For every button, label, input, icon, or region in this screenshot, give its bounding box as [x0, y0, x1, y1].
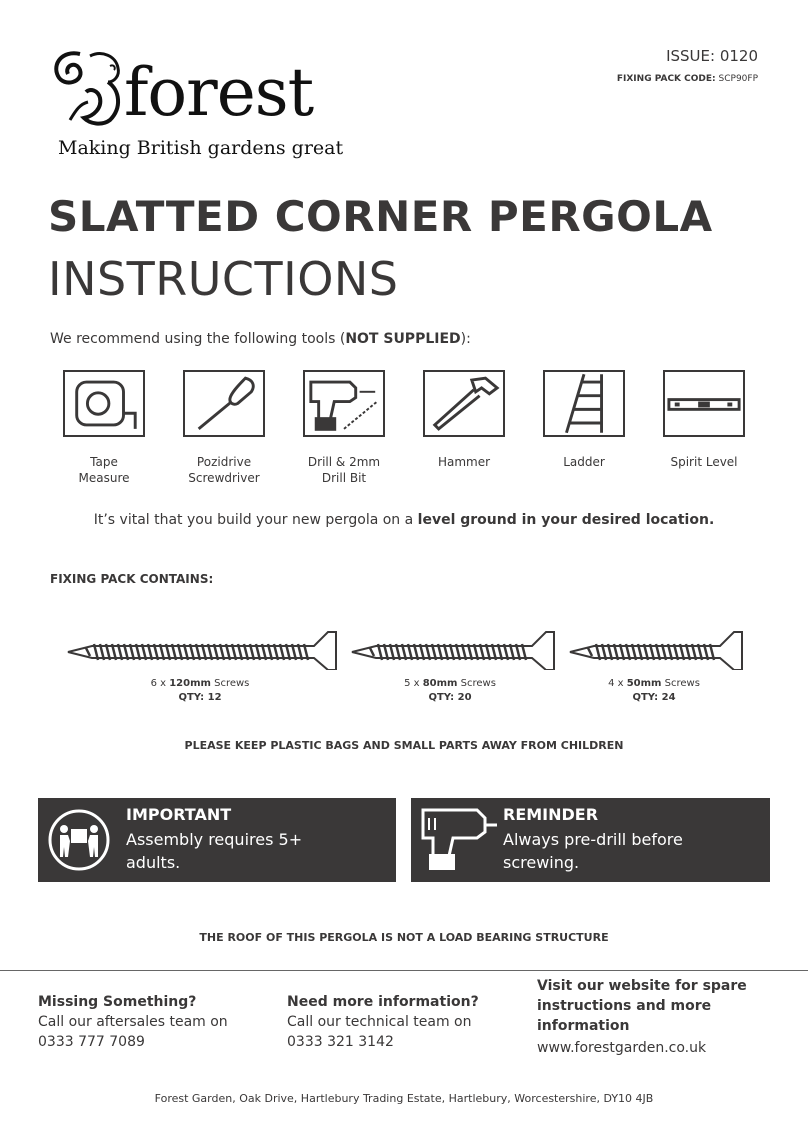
- screw-120mm-icon: [66, 630, 338, 670]
- screw-unit: Screws: [210, 678, 250, 689]
- screw-count: 6 x: [150, 678, 170, 689]
- reminder-line2: screwing.: [503, 853, 580, 872]
- important-banner: [38, 798, 396, 882]
- tool-hammer: [404, 370, 524, 470]
- screw-80mm-label: [370, 677, 530, 705]
- screw-120mm-label: [120, 677, 280, 705]
- footer-website: [537, 976, 747, 1058]
- screwdriver-icon: [185, 372, 263, 435]
- footer-website-line3: information: [537, 1018, 630, 1034]
- tool-label: Drill & 2mm Drill Bit: [307, 455, 381, 485]
- tools-intro: [50, 331, 471, 347]
- page-title: SLATTED CORNER PERGOLA: [48, 192, 713, 241]
- screw-size: 120mm: [169, 678, 211, 689]
- child-safety-warning: PLEASE KEEP PLASTIC BAGS AND SMALL PARTS AWAY FROM CHILDREN: [184, 739, 624, 752]
- footer-missing: [38, 992, 228, 1052]
- tool-screwdriver: [164, 370, 284, 486]
- reminder-text: [503, 828, 683, 874]
- two-people-carrying-icon: [46, 807, 112, 873]
- website-link[interactable]: www.forestgarden.co.uk: [537, 1040, 707, 1056]
- ladder-icon: [545, 372, 623, 435]
- tools-intro-bold: NOT SUPPLIED: [345, 331, 461, 347]
- screw-80mm-icon: [350, 630, 556, 670]
- tool-label: Spirit Level: [670, 455, 738, 469]
- footer-info-text: Call our technical team on: [287, 1014, 472, 1030]
- fixing-pack-code: [617, 74, 758, 84]
- tool-ladder: [524, 370, 644, 470]
- tool-label: Ladder: [563, 455, 605, 469]
- hammer-icon: [425, 372, 503, 435]
- drill-icon: [305, 372, 383, 435]
- footer-missing-text: Call our aftersales team on: [38, 1014, 228, 1030]
- reminder-title: REMINDER: [503, 805, 599, 824]
- vital-bold: level ground in your desired location.: [417, 512, 715, 528]
- spirit-level-icon: [665, 372, 743, 435]
- important-title: IMPORTANT: [126, 805, 232, 824]
- footer-info-heading: Need more information?: [287, 994, 479, 1010]
- level-ground-notice: [0, 512, 808, 528]
- pack-code-value: SCP90FP: [718, 74, 758, 84]
- tool-label: Hammer: [437, 455, 491, 469]
- footer-divider: [0, 970, 808, 971]
- tool-drill: [284, 370, 404, 486]
- screw-count: 5 x: [404, 678, 423, 689]
- screw-count: 4 x: [608, 678, 627, 689]
- screw-qty: QTY: 12: [178, 692, 222, 703]
- tool-label: Pozidrive Screwdriver: [188, 455, 260, 485]
- reminder-banner: [411, 798, 770, 882]
- tool-label: Tape Measure: [78, 455, 130, 485]
- important-line1: Assembly requires 5+: [126, 830, 303, 849]
- brand-name: forest: [124, 54, 314, 131]
- screw-qty: QTY: 20: [428, 692, 472, 703]
- brand-tagline: Making British gardens great: [58, 137, 344, 159]
- aftersales-phone[interactable]: 0333 777 7089: [38, 1034, 145, 1050]
- tape-measure-icon: [65, 372, 143, 435]
- important-line2: adults.: [126, 853, 181, 872]
- screw-50mm-icon: [568, 630, 744, 670]
- pack-code-label: FIXING PACK CODE:: [616, 74, 716, 84]
- tools-intro-suffix: ):: [460, 331, 471, 347]
- reminder-line1: Always pre-drill before: [503, 830, 683, 849]
- screw-50mm-label: [574, 677, 734, 705]
- screw-unit: Screws: [457, 678, 496, 689]
- footer-info: [287, 992, 479, 1052]
- footer-missing-heading: Missing Something?: [38, 994, 197, 1010]
- company-address: Forest Garden, Oak Drive, Hartlebury Trading Estate, Hartlebury, Worcestershire, DY10 4JB: [154, 1092, 654, 1105]
- important-text: [126, 828, 302, 874]
- tool-spirit-level: [644, 370, 764, 470]
- footer-website-line2: instructions and more: [537, 998, 712, 1014]
- screw-unit: Screws: [661, 678, 700, 689]
- screw-size: 80mm: [422, 678, 458, 689]
- page-subtitle: INSTRUCTIONS: [48, 252, 399, 306]
- roof-warning: THE ROOF OF THIS PERGOLA IS NOT A LOAD BEARING STRUCTURE: [199, 931, 609, 944]
- tool-tape-measure: [44, 370, 164, 486]
- issue-number: ISSUE: 0120: [666, 47, 758, 65]
- fixing-pack-title: FIXING PACK CONTAINS:: [50, 572, 214, 586]
- screw-size: 50mm: [626, 678, 662, 689]
- squirrel-logo-icon: [50, 46, 130, 128]
- power-drill-icon: [419, 806, 497, 874]
- technical-phone[interactable]: 0333 321 3142: [287, 1034, 394, 1050]
- footer-website-line1: Visit our website for spare: [537, 978, 747, 994]
- vital-prefix: It’s vital that you build your new pergola on a: [93, 512, 418, 528]
- screw-qty: QTY: 24: [632, 692, 676, 703]
- tools-intro-prefix: We recommend using the following tools (: [50, 331, 346, 347]
